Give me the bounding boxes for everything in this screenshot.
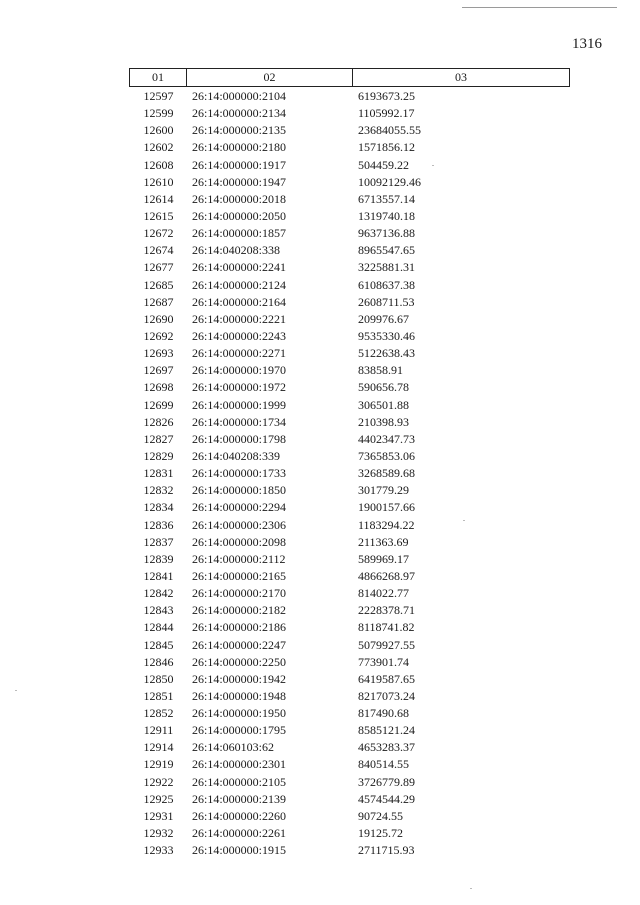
cadastral-number-cell: 26:14:000000:2250 [192,654,287,669]
cadastral-number-cell: 26:14:000000:2018 [192,191,287,206]
cadastral-number-cell: 26:14:000000:2105 [192,774,287,789]
row-number-cell: 12922 [143,774,174,789]
table-row [129,345,570,362]
table-row [129,499,570,516]
value-cell: 6713557.14 [358,191,415,206]
row-number-cell: 12677 [143,260,174,275]
data-table [129,68,570,859]
row-number-cell: 12925 [143,791,174,806]
table-row [129,242,570,259]
table-row [129,585,570,602]
table-row [129,362,570,379]
row-number-cell: 12914 [143,740,174,755]
scan-speck [432,165,434,166]
cadastral-number-cell: 26:14:000000:2180 [192,140,287,155]
value-cell: 209976.67 [358,311,409,326]
row-number-cell: 12827 [143,431,174,446]
value-cell: 2228378.71 [358,603,415,618]
value-cell: 8965547.65 [358,243,415,258]
table-row [129,431,570,448]
cadastral-number-cell: 26:14:000000:2112 [192,551,286,566]
value-cell: 1571856.12 [358,140,415,155]
header-cell-01: 01 [130,69,187,86]
table-row [129,259,570,276]
value-cell: 5122638.43 [358,346,415,361]
row-number-cell: 12831 [143,466,174,481]
cadastral-number-cell: 26:14:000000:2186 [192,620,287,635]
table-row [129,379,570,396]
table-row [129,122,570,139]
row-number-cell: 12931 [143,808,174,823]
value-cell: 9535330.46 [358,328,415,343]
cadastral-number-cell: 26:14:000000:2261 [192,826,287,841]
cadastral-number-cell: 26:14:000000:1972 [192,380,287,395]
cadastral-number-cell: 26:14:000000:2165 [192,568,287,583]
cadastral-number-cell: 26:14:000000:1970 [192,363,287,378]
value-cell: 8118741.82 [358,620,415,635]
value-cell: 23684055.55 [358,123,421,138]
table-row [129,722,570,739]
row-number-cell: 12600 [143,123,174,138]
cadastral-number-cell: 26:14:000000:2301 [192,757,287,772]
table-row [129,774,570,791]
cadastral-number-cell: 26:14:000000:2243 [192,328,287,343]
value-cell: 773901.74 [358,654,409,669]
row-number-cell: 12690 [143,311,174,326]
value-cell: 10092129.46 [358,174,421,189]
value-cell: 90724.55 [358,808,403,823]
top-rule [462,7,617,8]
row-number-cell: 12615 [143,208,174,223]
cadastral-number-cell: 26:14:000000:2247 [192,637,287,652]
cadastral-number-cell: 26:14:000000:2124 [192,277,287,292]
cadastral-number-cell: 26:14:000000:2221 [192,311,287,326]
cadastral-number-cell: 26:14:060103:62 [192,740,275,755]
row-number-cell: 12845 [143,637,174,652]
row-number-cell: 12852 [143,706,174,721]
value-cell: 5079927.55 [358,637,415,652]
table-row [129,105,570,122]
row-number-cell: 12692 [143,328,174,343]
cadastral-number-cell: 26:14:040208:338 [192,243,281,258]
cadastral-number-cell: 26:14:040208:339 [192,448,281,463]
row-number-cell: 12836 [143,517,174,532]
row-number-cell: 12933 [143,843,174,858]
value-cell: 840514.55 [358,757,409,772]
value-cell: 8217073.24 [358,688,415,703]
row-number-cell: 12837 [143,534,174,549]
value-cell: 301779.29 [358,483,409,498]
value-cell: 589969.17 [358,551,409,566]
value-cell: 504459.22 [358,157,409,172]
table-row [129,637,570,654]
table-row [129,739,570,756]
table-row [129,448,570,465]
table-row [129,328,570,345]
row-number-cell: 12834 [143,500,174,515]
table-row [129,671,570,688]
cadastral-number-cell: 26:14:000000:1850 [192,483,287,498]
cadastral-number-cell: 26:14:000000:1915 [192,843,287,858]
row-number-cell: 12602 [143,140,174,155]
row-number-cell: 12610 [143,174,174,189]
row-number-cell: 12841 [143,568,174,583]
cadastral-number-cell: 26:14:000000:2098 [192,534,287,549]
table-row [129,482,570,499]
table-row [129,294,570,311]
row-number-cell: 12685 [143,277,174,292]
cadastral-number-cell: 26:14:000000:1857 [192,226,287,241]
table-row [129,397,570,414]
scan-speck [470,888,472,889]
row-number-cell: 12687 [143,294,174,309]
row-number-cell: 12699 [143,397,174,412]
table-row [129,842,570,859]
value-cell: 9637136.88 [358,226,415,241]
cadastral-number-cell: 26:14:000000:1733 [192,466,287,481]
value-cell: 6419587.65 [358,671,415,686]
row-number-cell: 12597 [143,89,174,103]
table-row [129,654,570,671]
cadastral-number-cell: 26:14:000000:2170 [192,586,287,601]
cadastral-number-cell: 26:14:000000:2164 [192,294,287,309]
table-row [129,517,570,534]
row-number-cell: 12693 [143,346,174,361]
cadastral-number-cell: 26:14:000000:1798 [192,431,287,446]
table-row [129,208,570,225]
cadastral-number-cell: 26:14:000000:2135 [192,123,287,138]
value-cell: 590656.78 [358,380,409,395]
table-header [129,68,570,87]
value-cell: 6193673.25 [358,89,415,103]
cadastral-number-cell: 26:14:000000:1950 [192,706,287,721]
table-row [129,311,570,328]
value-cell: 210398.93 [358,414,409,429]
row-number-cell: 12698 [143,380,174,395]
cadastral-number-cell: 26:14:000000:1917 [192,157,287,172]
table-row [129,157,570,174]
value-cell: 817490.68 [358,706,409,721]
table-row [129,534,570,551]
cadastral-number-cell: 26:14:000000:1947 [192,174,287,189]
value-cell: 4402347.73 [358,431,415,446]
cadastral-number-cell: 26:14:000000:1948 [192,688,287,703]
value-cell: 3726779.89 [358,774,415,789]
value-cell: 3225881.31 [358,260,415,275]
value-cell: 211363.69 [358,534,409,549]
row-number-cell: 12851 [143,688,174,703]
table-row [129,88,570,105]
row-number-cell: 12919 [143,757,174,772]
row-number-cell: 12846 [143,654,174,669]
row-number-cell: 12614 [143,191,174,206]
table-body [129,88,570,859]
row-number-cell: 12843 [143,603,174,618]
table-row [129,756,570,773]
row-number-cell: 12832 [143,483,174,498]
value-cell: 306501.88 [358,397,409,412]
table-row [129,705,570,722]
row-number-cell: 12674 [143,243,174,258]
value-cell: 6108637.38 [358,277,415,292]
value-cell: 2608711.53 [358,294,415,309]
page-number: 1316 [572,36,602,52]
row-number-cell: 12672 [143,226,174,241]
value-cell: 4866268.97 [358,568,415,583]
cadastral-number-cell: 26:14:000000:2306 [192,517,287,532]
table-row [129,808,570,825]
table-row [129,139,570,156]
value-cell: 1319740.18 [358,208,415,223]
table-row [129,465,570,482]
table-row [129,551,570,568]
row-number-cell: 12844 [143,620,174,635]
row-number-cell: 12829 [143,448,174,463]
value-cell: 1900157.66 [358,500,415,515]
row-number-cell: 12911 [143,723,174,738]
value-cell: 83858.91 [358,363,403,378]
cadastral-number-cell: 26:14:000000:2271 [192,346,287,361]
cadastral-number-cell: 26:14:000000:2134 [192,106,287,121]
cadastral-number-cell: 26:14:000000:2139 [192,791,287,806]
row-number-cell: 12932 [143,826,174,841]
table-row [129,791,570,808]
table-row [129,688,570,705]
scan-speck [15,690,17,691]
row-number-cell: 12839 [143,551,174,566]
value-cell: 8585121.24 [358,723,415,738]
value-cell: 2711715.93 [358,843,415,858]
row-number-cell: 12842 [143,586,174,601]
row-number-cell: 12599 [143,106,174,121]
table-row [129,174,570,191]
cadastral-number-cell: 26:14:000000:2294 [192,500,287,515]
value-cell: 4653283.37 [358,740,415,755]
row-number-cell: 12608 [143,157,174,172]
cadastral-number-cell: 26:14:000000:2050 [192,208,287,223]
value-cell: 19125.72 [358,826,403,841]
value-cell: 1183294.22 [358,517,415,532]
value-cell: 7365853.06 [358,448,415,463]
scan-speck [463,520,465,521]
table-row [129,825,570,842]
cadastral-number-cell: 26:14:000000:1942 [192,671,287,686]
value-cell: 3268589.68 [358,466,415,481]
cadastral-number-cell: 26:14:000000:1999 [192,397,287,412]
cadastral-number-cell: 26:14:000000:2241 [192,260,287,275]
cadastral-number-cell: 26:14:000000:1734 [192,414,287,429]
table-row [129,225,570,242]
row-number-cell: 12826 [143,414,174,429]
header-cell-03: 03 [455,70,467,84]
table-row [129,191,570,208]
cadastral-number-cell: 26:14:000000:1795 [192,723,287,738]
value-cell: 1105992.17 [358,106,415,121]
row-number-cell: 12697 [143,363,174,378]
cadastral-number-cell: 26:14:000000:2104 [192,89,287,103]
header-cell-02: 02 [187,69,353,86]
table-row [129,414,570,431]
cadastral-number-cell: 26:14:000000:2260 [192,808,287,823]
table-row [129,277,570,294]
value-cell: 814022.77 [358,586,409,601]
row-number-cell: 12850 [143,671,174,686]
table-row [129,619,570,636]
table-row [129,602,570,619]
cadastral-number-cell: 26:14:000000:2182 [192,603,287,618]
value-cell: 4574544.29 [358,791,415,806]
table-row [129,568,570,585]
